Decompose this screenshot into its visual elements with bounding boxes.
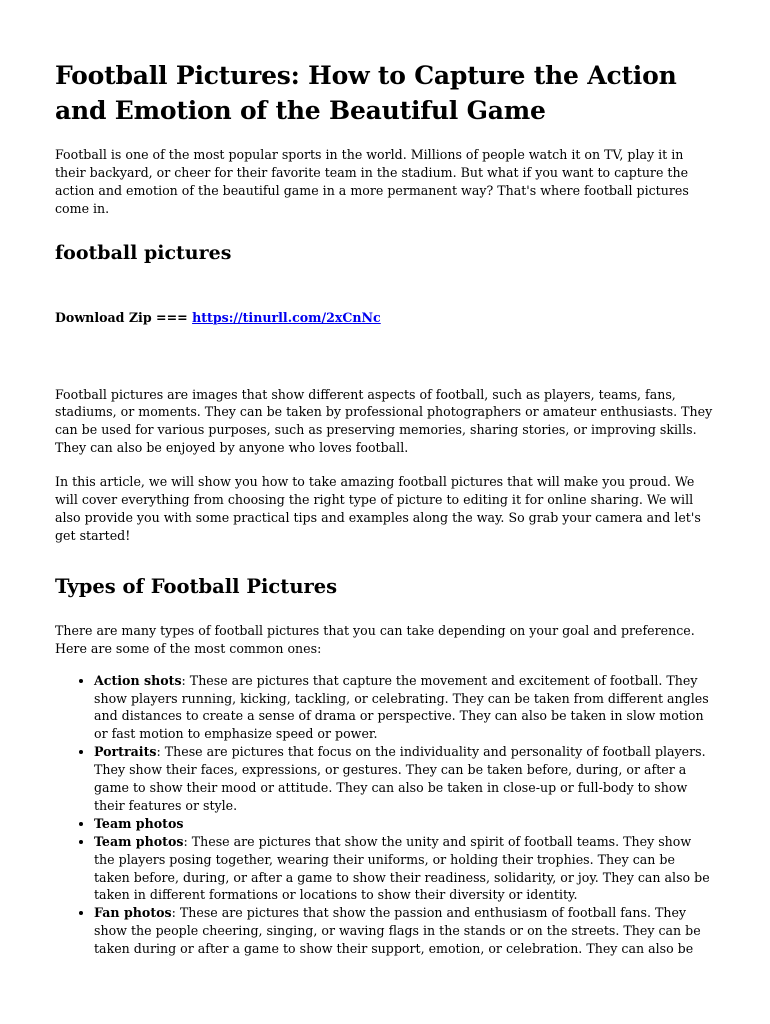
definition-paragraph: Football pictures are images that show different aspects of football, such as players, teams, fans, stadiums, or moments. They can be taken by professional photographers or amateur enthusiasts. They can be used for various purposes, such as preserving memories, sharing stories, or improving skills. They can also be enjoyed by anyone who loves football. [55,386,713,456]
list-item-term: Action shots [94,672,182,688]
keyword-heading: football pictures [55,241,232,264]
list-item [94,672,714,744]
page-title: Football Pictures: How to Capture the Action and Emotion of the Beautiful Game [55,61,677,125]
list-item-term: Team photos [94,815,184,831]
list-item [94,833,714,905]
intro-paragraph: Football is one of the most popular sports in the world. Millions of people watch it on TV, play it in their backyard, or cheer for their favorite team in the stadium. But what if you want to capture the action and emotion of the beautiful game in a more permanent way? That's where football pictures come in. [55,147,689,216]
list-item-term: Fan photos [94,905,172,921]
list-item-term: Portraits [94,744,157,760]
list-item-term: Team photos [94,833,184,849]
list-item-text: : These are pictures that capture the movement and excitement of football. They show players running, kicking, tackling, or celebrating. They can be taken from different angles and distances to create a sense of drama or perspective. They can also be taken in slow motion or fast motion to emphasize speed or power. [94,672,709,742]
list-item [94,815,714,833]
list-item-text: : These are pictures that show the passion and enthusiasm of football fans. They show the people cheering, singing, or waving flags in the stands or on the streets. They can be taken during or after a game to show their support, emotion, or celebration. They can also be [94,905,701,957]
types-intro-paragraph: There are many types of football pictures that you can take depending on your goal and preference. Here are some of the most common ones: [55,622,695,656]
download-link[interactable]: https://tinurll.com/2xCnNc [192,309,381,325]
list-item [94,904,714,958]
list-item [94,743,714,815]
download-line [55,309,714,327]
types-list [55,672,714,959]
list-item-text: : These are pictures that show the unity and spirit of football teams. They show the players posing together, wearing their uniforms, or holding their trophies. They can be taken before, during, or after a game to show their readiness, solidarity, or joy. They can also be taken in different formations or locations to show their diversity or identity. [94,833,710,903]
list-item-text: : These are pictures that focus on the individuality and personality of football players. They show their faces, expressions, or gestures. They can be taken before, during, or after a game to show their mood or attitude. They can also be taken in close-up or full-body to show their features or style. [94,744,706,813]
types-heading: Types of Football Pictures [55,574,338,598]
download-label: Download Zip === [55,309,193,325]
article-overview-paragraph: In this article, we will show you how to take amazing football pictures that will make you proud. We will cover everything from choosing the right type of picture to editing it for online sharing. We will also provide you with some practical tips and examples along the way. So grab your camera and let's get started! [55,474,701,543]
